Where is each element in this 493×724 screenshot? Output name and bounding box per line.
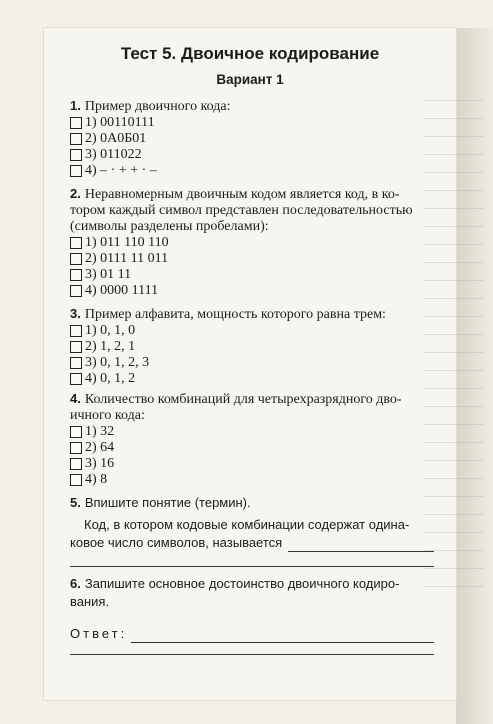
checkbox[interactable] bbox=[70, 269, 82, 281]
question-1 bbox=[70, 98, 434, 179]
question-6-text: 6. Запишите основное достоинство двоичного кодиро- bbox=[70, 576, 400, 591]
answer-option-4-4[interactable]: 4) 8 bbox=[70, 472, 434, 488]
answer-option-4-3[interactable]: 3) 16 bbox=[70, 456, 434, 472]
checkbox[interactable] bbox=[70, 341, 82, 353]
checkbox[interactable] bbox=[70, 325, 82, 337]
question-2-text-line-2: тором каждый символ представлен последовательностью bbox=[70, 203, 413, 218]
checkbox[interactable] bbox=[70, 474, 82, 486]
checkbox[interactable] bbox=[70, 357, 82, 369]
checkbox[interactable] bbox=[70, 117, 82, 129]
question-5-text: 5. Впишите понятие (термин). bbox=[70, 495, 251, 510]
question-4-text: 4. Количество комбинаций для четырехразрядного дво- bbox=[70, 391, 402, 407]
question-6 bbox=[70, 575, 434, 643]
checkbox[interactable] bbox=[70, 253, 82, 265]
answer-option-2-3[interactable]: 3) 01 11 bbox=[70, 267, 434, 283]
question-5 bbox=[70, 494, 434, 552]
checkbox[interactable] bbox=[70, 458, 82, 470]
answer-option-3-4[interactable]: 4) 0, 1, 2 bbox=[70, 371, 434, 387]
question-4-text-line-2: ичного кода: bbox=[70, 408, 145, 423]
question-3-text: 3. Пример алфавита, мощность которого равна трем: bbox=[70, 306, 386, 322]
variant-heading: Вариант 1 bbox=[216, 72, 284, 87]
question-2-text: 2. Неравномерным двоичным кодом является код, в ко- bbox=[70, 186, 400, 202]
question-3 bbox=[70, 306, 434, 387]
answer-line[interactable] bbox=[131, 628, 434, 643]
answer-option-3-3[interactable]: 3) 0, 1, 2, 3 bbox=[70, 355, 434, 371]
answer-option-3-1[interactable]: 1) 0, 1, 0 bbox=[70, 323, 434, 339]
answer-option-4-2[interactable]: 2) 64 bbox=[70, 440, 434, 456]
question-5-body-line-1: Код, в котором кодовые комбинации содержат одина- bbox=[84, 517, 410, 532]
question-1-text: 1. Пример двоичного кода: bbox=[70, 98, 231, 114]
checkbox[interactable] bbox=[70, 149, 82, 161]
answer-option-2-2[interactable]: 2) 0111 11 011 bbox=[70, 251, 434, 267]
question-2-text-line-3: (символы разделены пробелами): bbox=[70, 219, 269, 234]
answer-option-1-1[interactable]: 1) 00110111 bbox=[70, 115, 434, 131]
test-page bbox=[44, 28, 456, 700]
answer-row bbox=[70, 625, 434, 643]
answer-option-3-2[interactable]: 2) 1, 2, 1 bbox=[70, 339, 434, 355]
checkbox[interactable] bbox=[70, 165, 82, 177]
answer-option-1-2[interactable]: 2) 0A0Б01 bbox=[70, 131, 434, 147]
question-4 bbox=[70, 391, 434, 488]
checkbox[interactable] bbox=[70, 442, 82, 454]
answer-label: Ответ: bbox=[70, 626, 128, 641]
checkbox[interactable] bbox=[70, 285, 82, 297]
answer-option-1-3[interactable]: 3) 011022 bbox=[70, 147, 434, 163]
checkbox[interactable] bbox=[70, 426, 82, 438]
answer-line-2[interactable] bbox=[70, 654, 434, 655]
answer-option-4-1[interactable]: 1) 32 bbox=[70, 424, 434, 440]
checkbox[interactable] bbox=[70, 373, 82, 385]
term-answer-line-2[interactable] bbox=[70, 566, 434, 567]
checkbox[interactable] bbox=[70, 133, 82, 145]
term-answer-line[interactable] bbox=[288, 537, 434, 552]
page-title: Тест 5. Двоичное кодирование bbox=[120, 44, 380, 63]
checkbox[interactable] bbox=[70, 237, 82, 249]
answer-option-2-4[interactable]: 4) 0000 1111 bbox=[70, 283, 434, 299]
question-6-text-line-2: вания. bbox=[70, 594, 110, 609]
answer-option-2-1[interactable]: 1) 011 110 110 bbox=[70, 235, 434, 251]
question-5-body-line-2: ковое число символов, называется bbox=[70, 534, 434, 552]
question-2 bbox=[70, 186, 434, 299]
answer-option-1-4[interactable]: 4) – · + + · – bbox=[70, 163, 434, 179]
